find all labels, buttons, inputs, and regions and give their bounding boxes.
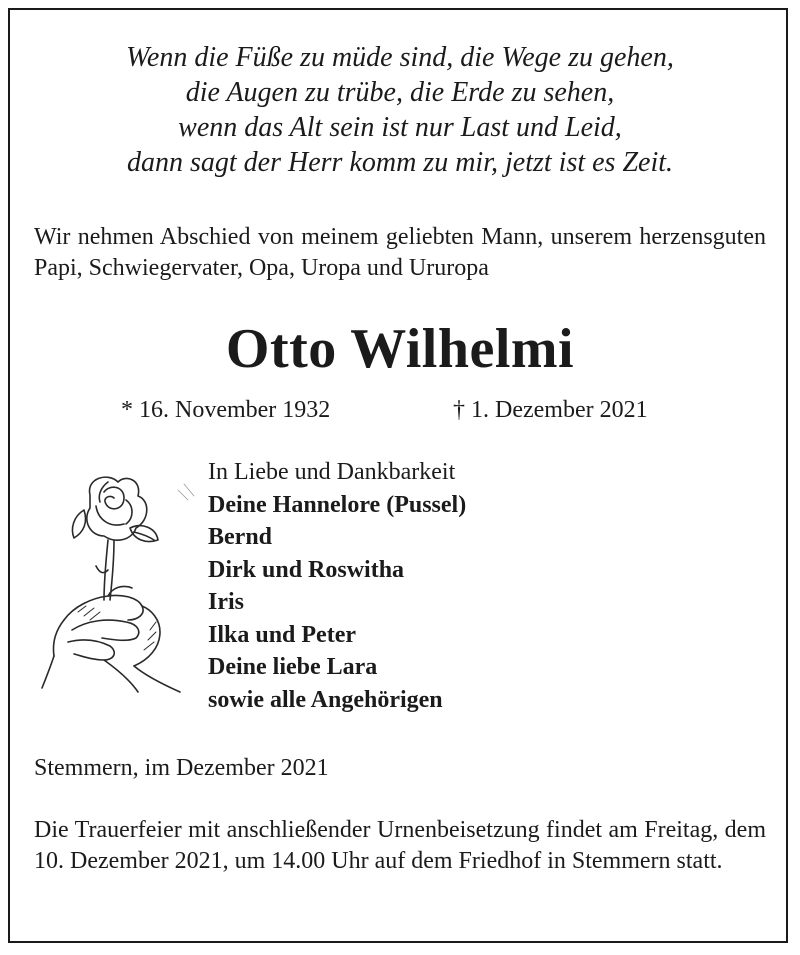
- signer-name: sowie alle Angehörigen: [208, 686, 443, 713]
- rose-in-hand-icon: [38, 470, 208, 700]
- signers-block: [208, 456, 466, 716]
- funeral-notice: Die Trauerfeier mit anschließender Urnenbeisetzung findet am Freitag, dem 10. Dezember 2021, um 14.00 Uhr auf dem Friedhof in Stemmern statt.: [34, 817, 766, 874]
- poem-line-3: wenn das Alt sein ist nur Last und Leid,: [178, 112, 622, 143]
- signer-name: Ilka und Peter: [208, 621, 357, 648]
- memorial-poem: [0, 40, 800, 180]
- birth-date: * 16. November 1932: [121, 397, 331, 423]
- farewell-intro: Wir nehmen Abschied von meinem geliebten Mann, unserem herzensguten Papi, Schwiegervater, Opa, Uropa und Ururopa: [34, 224, 766, 281]
- signer-name: Deine Hannelore (Pussel): [208, 491, 467, 518]
- deceased-name: Otto Wilhelmi: [225, 318, 575, 380]
- death-date: † 1. Dezember 2021: [453, 397, 648, 423]
- poem-line-1: Wenn die Füße zu müde sind, die Wege zu gehen,: [126, 42, 674, 73]
- poem-line-4: dann sagt der Herr komm zu mir, jetzt ist es Zeit.: [127, 147, 673, 178]
- signer-name: Dirk und Roswitha: [208, 556, 405, 583]
- signer-name: Iris: [208, 589, 244, 615]
- signer-name: Bernd: [208, 524, 273, 550]
- place-and-date: Stemmern, im Dezember 2021: [34, 755, 329, 781]
- signers-heading: In Liebe und Dankbarkeit: [208, 459, 456, 485]
- signer-name: Deine liebe Lara: [208, 654, 378, 680]
- poem-line-2: die Augen zu trübe, die Erde zu sehen,: [185, 77, 615, 108]
